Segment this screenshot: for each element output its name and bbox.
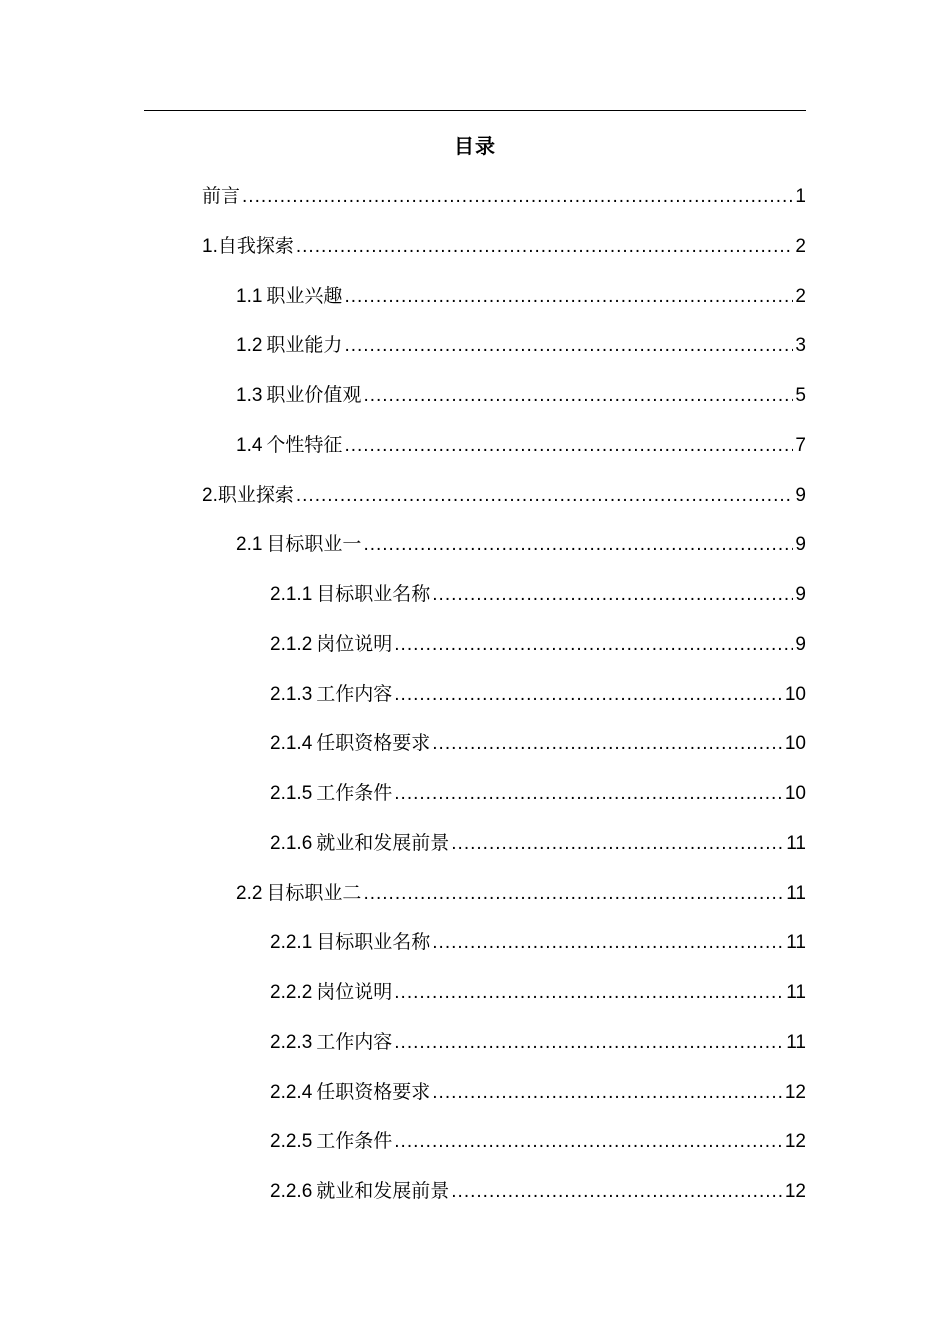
toc-entry-label: 工作内容 (316, 683, 393, 705)
toc-entry-label: 职业价值观 (266, 385, 362, 406)
toc-entry-number: 2.2.4 (270, 1081, 313, 1103)
toc-leader-dots (296, 481, 794, 511)
toc-entry-label: 岗位说明 (316, 633, 393, 655)
toc-entry-label: 任职资格要求 (316, 1081, 431, 1103)
toc-entry-label: 就业和发展前景 (316, 832, 450, 854)
toc-entry-number: 1.1 (236, 285, 263, 307)
toc-entry[interactable] (236, 879, 806, 909)
toc-entry-label: 自我探索 (217, 235, 294, 257)
toc-page-number: 10 (784, 733, 806, 755)
toc-entry[interactable] (270, 779, 806, 809)
toc-entry-number: 2.1.4 (270, 733, 313, 755)
toc-entry[interactable] (270, 978, 806, 1008)
toc-entry-number: 2.2.3 (270, 1031, 313, 1053)
toc-page-number: 11 (786, 982, 806, 1003)
toc-entry-number: 1.3 (236, 385, 263, 406)
toc-entry-number: 2.1.6 (270, 832, 313, 854)
toc-entry[interactable] (270, 580, 806, 610)
toc-entry-label: 工作条件 (316, 1131, 393, 1153)
toc-entry-label: 职业探索 (217, 484, 294, 506)
toc-page-number: 3 (795, 335, 806, 357)
toc-entry-number: 1.4 (236, 434, 263, 456)
toc-entry-number: 2.2.2 (270, 982, 313, 1003)
toc-entry-label: 就业和发展前景 (316, 1181, 450, 1202)
toc-page-number: 1 (795, 186, 806, 207)
toc-entry[interactable] (202, 481, 806, 511)
toc-page-number: 9 (795, 484, 806, 506)
toc-page-number: 11 (786, 832, 806, 854)
toc-entry-number: 2. (202, 484, 218, 506)
toc-leader-dots (432, 1078, 783, 1108)
toc-entry[interactable] (202, 232, 806, 262)
toc-entry[interactable] (270, 1177, 806, 1207)
toc-leader-dots (394, 680, 783, 710)
toc-entry[interactable] (236, 282, 806, 312)
toc-entry-label: 目标职业名称 (316, 932, 431, 954)
toc-leader-dots (363, 381, 793, 411)
toc-entry-label: 职业能力 (266, 335, 343, 357)
toc-entry[interactable] (236, 530, 806, 560)
toc-entry-label: 前言 (202, 186, 241, 207)
toc-entry[interactable] (270, 729, 806, 759)
toc-entry-number: 2.1 (236, 534, 263, 556)
toc-page-number: 9 (795, 633, 806, 655)
toc-entry-number: 2.2.5 (270, 1131, 313, 1153)
toc-entry-label: 目标职业二 (266, 882, 362, 904)
toc-entry-label: 工作内容 (316, 1031, 393, 1053)
toc-entry[interactable] (270, 680, 806, 710)
toc-leader-dots (242, 182, 793, 212)
toc-leader-dots (432, 928, 784, 958)
toc-entry[interactable] (270, 630, 806, 660)
toc-page-number: 10 (784, 783, 806, 804)
toc-entry[interactable] (270, 928, 806, 958)
toc-page-number: 12 (784, 1181, 806, 1202)
toc-entry[interactable] (236, 381, 806, 411)
toc-entry-number: 2.2.1 (270, 932, 313, 954)
toc-leader-dots (394, 1028, 784, 1058)
toc-leader-dots (394, 1127, 783, 1157)
toc-entry-number: 1.2 (236, 335, 263, 357)
toc-page-number: 9 (795, 534, 806, 556)
toc-leader-dots (394, 978, 784, 1008)
toc-entry[interactable] (270, 1028, 806, 1058)
toc-page-number: 11 (786, 882, 806, 904)
toc-entry-label: 职业兴趣 (266, 285, 343, 307)
toc-leader-dots (363, 879, 784, 909)
toc-entry-label: 任职资格要求 (316, 733, 431, 755)
toc-entry-label: 目标职业一 (266, 534, 362, 556)
toc-entry[interactable] (236, 431, 806, 461)
toc-entry-number: 2.1.3 (270, 683, 313, 705)
toc-page-number: 12 (784, 1131, 806, 1153)
toc-leader-dots (296, 232, 794, 262)
toc-leader-dots (344, 331, 793, 361)
toc-leader-dots (432, 580, 793, 610)
toc-leader-dots (344, 431, 793, 461)
toc-entry-number: 2.1.5 (270, 783, 313, 804)
toc-entry[interactable] (270, 1078, 806, 1108)
toc-page-number: 12 (784, 1081, 806, 1103)
toc-entry-label: 岗位说明 (316, 982, 393, 1003)
toc-page-number: 9 (795, 584, 806, 605)
toc-leader-dots (451, 829, 784, 859)
toc-title: 目录 (454, 136, 496, 158)
toc-entry-number: 2.1.2 (270, 633, 313, 655)
toc-page-number: 10 (784, 683, 806, 705)
toc-leader-dots (344, 282, 793, 312)
toc-page-number: 2 (795, 235, 806, 257)
toc-page-number: 7 (795, 434, 806, 456)
toc-entry-number: 2.2 (236, 882, 263, 904)
toc-leader-dots (451, 1177, 783, 1207)
toc-leader-dots (394, 779, 783, 809)
toc-entry[interactable] (202, 182, 806, 212)
toc-leader-dots (363, 530, 793, 560)
toc-page-number: 11 (786, 932, 806, 954)
toc-page-number: 2 (795, 285, 806, 307)
toc-entry-label: 工作条件 (316, 783, 393, 804)
toc-entry-label: 个性特征 (266, 434, 343, 456)
toc-entry[interactable] (236, 331, 806, 361)
toc-entry-number: 2.2.6 (270, 1181, 313, 1202)
toc-leader-dots (394, 630, 793, 660)
toc-leader-dots (432, 729, 783, 759)
toc-entry-number: 2.1.1 (270, 584, 313, 605)
toc-page-number: 5 (795, 385, 806, 406)
toc-entry-label: 目标职业名称 (316, 584, 431, 605)
toc-page-number: 11 (786, 1031, 806, 1053)
toc-entry[interactable] (270, 1127, 806, 1157)
toc-entry[interactable] (270, 829, 806, 859)
toc-entry-number: 1. (202, 235, 218, 257)
